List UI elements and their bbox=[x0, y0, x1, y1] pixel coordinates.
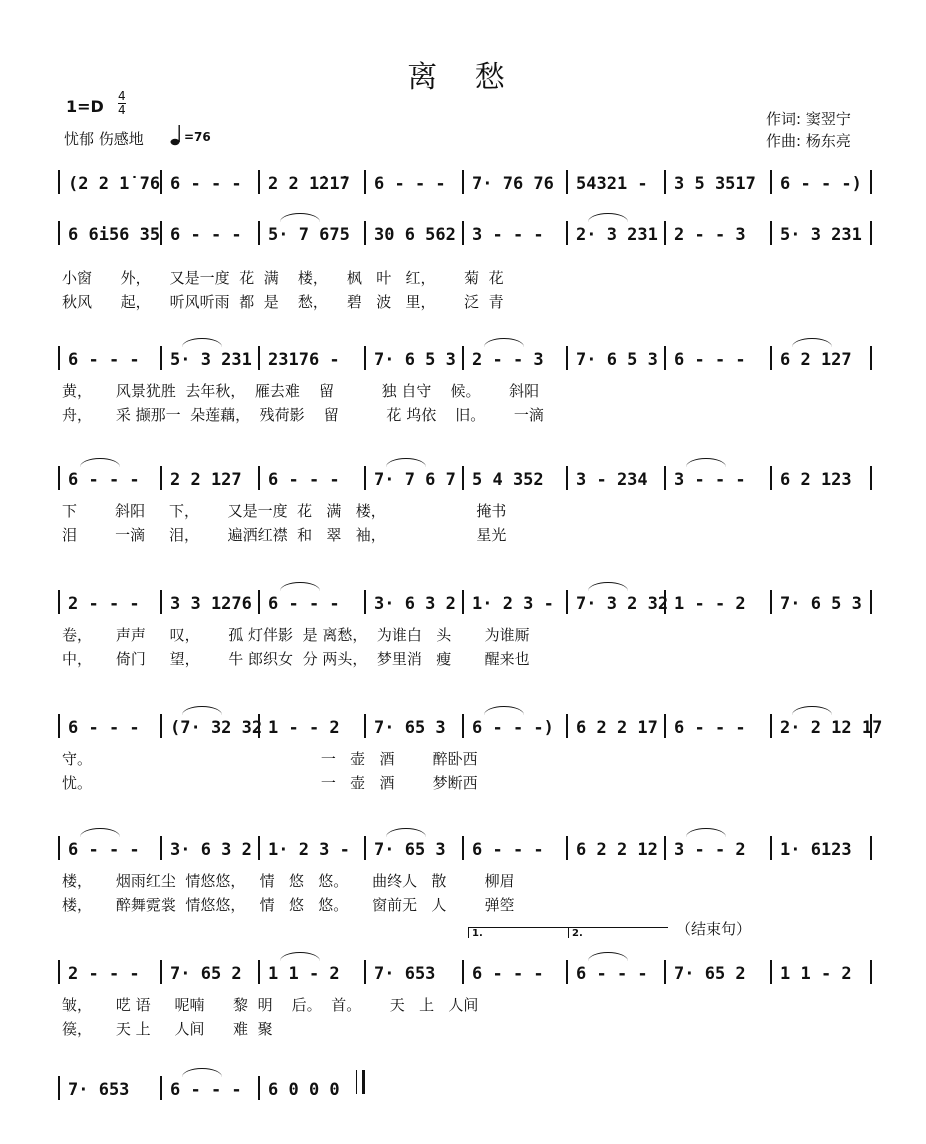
measure: 1 1 - 2 bbox=[780, 964, 852, 984]
barline bbox=[870, 466, 872, 490]
measure: 7· 653 bbox=[374, 964, 436, 984]
lyric-line: 皱， 呓 语 呢喃 黎 明 后。 首。 天 上 人间 bbox=[62, 996, 479, 1014]
slur bbox=[588, 952, 628, 961]
barline bbox=[160, 170, 162, 194]
staff-system bbox=[58, 338, 870, 384]
barline bbox=[566, 170, 568, 194]
slur bbox=[484, 706, 524, 715]
barline bbox=[770, 221, 772, 245]
barline bbox=[664, 170, 666, 194]
staff-system bbox=[58, 952, 870, 998]
measure: 6 2 2 12 bbox=[576, 840, 658, 860]
measure: 6 2 2 17 bbox=[576, 718, 658, 738]
measure: 7· 6 5 3 bbox=[374, 350, 456, 370]
barline bbox=[58, 960, 60, 984]
barline bbox=[664, 466, 666, 490]
barline bbox=[364, 466, 366, 490]
barline bbox=[462, 466, 464, 490]
measure: 3 - 234 bbox=[576, 470, 648, 490]
measure: 6 - - - bbox=[674, 350, 746, 370]
measure: 7· 6 5 3 bbox=[576, 350, 658, 370]
measure: 30 6 562 bbox=[374, 225, 456, 245]
measure: 7· 7 6 7 bbox=[374, 470, 456, 490]
measure: 2 2 127 bbox=[170, 470, 242, 490]
barline bbox=[364, 960, 366, 984]
measure: 3 3 1276 bbox=[170, 594, 252, 614]
measure: 5· 3 231 bbox=[780, 225, 862, 245]
lyric-line: 楼， 烟雨红尘 情悠悠， 情 悠 悠。 曲终人 散 柳眉 bbox=[62, 872, 515, 890]
slur bbox=[484, 338, 524, 347]
barline bbox=[566, 590, 568, 614]
barline bbox=[58, 221, 60, 245]
barline bbox=[364, 714, 366, 738]
barline bbox=[364, 346, 366, 370]
barline bbox=[58, 1076, 60, 1100]
slur bbox=[280, 952, 320, 961]
measure: 2 - - - bbox=[68, 964, 140, 984]
measure: 5 4 352 bbox=[472, 470, 544, 490]
measure: 6 6i56 35 bbox=[68, 225, 161, 245]
lyric-line: 舟， 采 撷那一 朵莲藕， 残荷影 留 花 坞依 旧。 一滴 bbox=[62, 406, 544, 424]
measure: 54321 - bbox=[576, 174, 648, 194]
slur bbox=[280, 213, 320, 222]
barline bbox=[870, 590, 872, 614]
measure: 6 - - - bbox=[268, 594, 340, 614]
lyric-line: 楼， 醉舞霓裳 情悠悠， 情 悠 悠。 窗前无 人 弹箜 bbox=[62, 896, 515, 914]
volta-2: 2. bbox=[568, 927, 668, 938]
barline bbox=[364, 590, 366, 614]
staff-system bbox=[58, 1068, 870, 1114]
barline bbox=[160, 466, 162, 490]
measure: 1· 2 3 - bbox=[268, 840, 350, 860]
barline bbox=[364, 836, 366, 860]
song-title: 离 愁 bbox=[407, 60, 519, 95]
volta-1: 1. bbox=[468, 927, 568, 938]
measure: 6 - - - bbox=[170, 1080, 242, 1100]
measure: 7· 65 2 bbox=[170, 964, 242, 984]
barline bbox=[160, 346, 162, 370]
lyric-line: 中， 倚门 望， 牛 郎织女 分 两头， 梦里消 瘦 醒来也 bbox=[62, 650, 530, 668]
lyric-line: 下 斜阳 下， 又是一度 花 满 楼， 掩书 bbox=[62, 502, 507, 520]
measure: 6 2 123 bbox=[780, 470, 852, 490]
barline bbox=[258, 590, 260, 614]
barline bbox=[870, 221, 872, 245]
barline bbox=[462, 960, 464, 984]
staff-system bbox=[58, 828, 870, 874]
lyric-line: 泪 一滴 泪， 遍洒红襟 和 翠 袖， 星光 bbox=[62, 526, 507, 544]
measure: 7· 65 3 bbox=[374, 718, 446, 738]
barline bbox=[566, 836, 568, 860]
measure: 3· 6 3 2 bbox=[374, 594, 456, 614]
measure: 6 - - - bbox=[68, 350, 140, 370]
measure: 2 - - 3 bbox=[674, 225, 746, 245]
measure: 1· 2 3 - bbox=[472, 594, 554, 614]
measure: 6 - - - bbox=[674, 718, 746, 738]
composer: 作曲: 杨东亮 bbox=[766, 132, 851, 150]
barline bbox=[462, 836, 464, 860]
slur bbox=[386, 458, 426, 467]
barline bbox=[58, 590, 60, 614]
barline bbox=[870, 960, 872, 984]
barline bbox=[258, 1076, 260, 1100]
barline bbox=[58, 714, 60, 738]
measure: 6 - - -) bbox=[780, 174, 862, 194]
barline bbox=[664, 221, 666, 245]
measure: (7· 32 32 bbox=[170, 718, 263, 738]
barline bbox=[364, 170, 366, 194]
slur bbox=[182, 1068, 222, 1077]
measure: 1 1 - 2 bbox=[268, 964, 340, 984]
barline bbox=[258, 960, 260, 984]
barline bbox=[462, 714, 464, 738]
barline bbox=[664, 714, 666, 738]
slur bbox=[80, 458, 120, 467]
barline bbox=[664, 346, 666, 370]
barline bbox=[160, 836, 162, 860]
barline bbox=[58, 836, 60, 860]
barline bbox=[566, 714, 568, 738]
measure: 6 - - - bbox=[374, 174, 446, 194]
slur bbox=[686, 458, 726, 467]
measure: 7· 653 bbox=[68, 1080, 130, 1100]
barline bbox=[770, 960, 772, 984]
barline bbox=[258, 221, 260, 245]
measure: 6 - - - bbox=[68, 840, 140, 860]
barline bbox=[664, 960, 666, 984]
measure: 7· 65 2 bbox=[674, 964, 746, 984]
barline bbox=[160, 1076, 162, 1100]
barline bbox=[462, 221, 464, 245]
measure: 2· 3 231 bbox=[576, 225, 658, 245]
measure: 6 0 0 0 bbox=[268, 1080, 340, 1100]
measure: 2 - - - bbox=[68, 594, 140, 614]
slur bbox=[80, 828, 120, 837]
measure: 7· 76 76 bbox=[472, 174, 554, 194]
staff-system bbox=[58, 213, 870, 259]
barline bbox=[770, 170, 772, 194]
measure: (2 2 1̇ 76 bbox=[68, 174, 161, 194]
slur bbox=[182, 706, 222, 715]
barline bbox=[462, 170, 464, 194]
barline bbox=[870, 170, 872, 194]
measure: 6 - - - bbox=[576, 964, 648, 984]
key-signature: 1=D bbox=[66, 97, 104, 116]
slur bbox=[686, 828, 726, 837]
barline bbox=[58, 466, 60, 490]
barline bbox=[566, 960, 568, 984]
lyricist: 作词: 窦翌宁 bbox=[766, 110, 851, 128]
measure: 2 - - 3 bbox=[472, 350, 544, 370]
measure: 3 - - - bbox=[674, 470, 746, 490]
barline bbox=[258, 836, 260, 860]
barline bbox=[258, 466, 260, 490]
measure: 23176 - bbox=[268, 350, 340, 370]
barline bbox=[770, 590, 772, 614]
slur bbox=[182, 338, 222, 347]
barline bbox=[770, 346, 772, 370]
barline bbox=[258, 170, 260, 194]
measure: 6 - - - bbox=[170, 225, 242, 245]
slur bbox=[792, 706, 832, 715]
barline bbox=[566, 466, 568, 490]
lyric-line: 黄， 风景犹胜 去年秋， 雁去难 留 独 自守 候。 斜阳 bbox=[62, 382, 540, 400]
measure: 3 - - 2 bbox=[674, 840, 746, 860]
measure: 6 - - -) bbox=[472, 718, 554, 738]
measure: 7· 6 5 3 bbox=[780, 594, 862, 614]
measure: 7· 3 2 32 bbox=[576, 594, 669, 614]
slur bbox=[588, 213, 628, 222]
lyric-line: 小窗 外， 又是一度 花 满 楼， 枫 叶 红， 菊 花 bbox=[62, 269, 504, 287]
measure: 2· 2 12 17 bbox=[780, 718, 883, 738]
slur bbox=[588, 582, 628, 591]
time-signature: 4 4 bbox=[118, 89, 126, 117]
final-barline bbox=[356, 1070, 365, 1094]
barline bbox=[664, 836, 666, 860]
measure: 7· 65 3 bbox=[374, 840, 446, 860]
barline bbox=[160, 221, 162, 245]
staff-system bbox=[58, 706, 883, 752]
barline bbox=[770, 836, 772, 860]
tempo-text: 忧郁 伤感地 bbox=[64, 130, 144, 148]
lyric-line: 卷， 声声 叹， 孤 灯伴影 是 离愁， 为谁白 头 为谁厮 bbox=[62, 626, 530, 644]
barline bbox=[566, 346, 568, 370]
barline bbox=[462, 590, 464, 614]
measure: 3 - - - bbox=[472, 225, 544, 245]
barline bbox=[160, 960, 162, 984]
lyric-line: 守。 一 壶 酒 醉卧西 bbox=[62, 750, 478, 768]
tempo-value: =76 bbox=[184, 130, 211, 144]
measure: 6 - - - bbox=[472, 840, 544, 860]
measure: 6 - - - bbox=[68, 470, 140, 490]
measure: 6 - - - bbox=[472, 964, 544, 984]
measure: 6 2 127 bbox=[780, 350, 852, 370]
staff-system bbox=[58, 458, 870, 504]
lyric-line: 篌， 天 上 人间 难 聚 bbox=[62, 1020, 273, 1038]
barline bbox=[870, 346, 872, 370]
slur bbox=[280, 582, 320, 591]
slur bbox=[792, 338, 832, 347]
measure: 5· 3 231 bbox=[170, 350, 252, 370]
barline bbox=[462, 346, 464, 370]
lyric-line: 忧。 一 壶 酒 梦断西 bbox=[62, 774, 478, 792]
measure: 5· 7 675 bbox=[268, 225, 350, 245]
barline bbox=[160, 590, 162, 614]
quarter-note-icon bbox=[170, 124, 182, 146]
barline bbox=[58, 346, 60, 370]
measure: 3 5 3517 bbox=[674, 174, 756, 194]
measure: 1 - - 2 bbox=[674, 594, 746, 614]
barline bbox=[566, 221, 568, 245]
ending-label: （结束句） bbox=[676, 920, 752, 938]
measure: 6 - - - bbox=[268, 470, 340, 490]
staff-system bbox=[58, 162, 870, 208]
slur bbox=[386, 828, 426, 837]
measure: 1· 6123 bbox=[780, 840, 852, 860]
staff-system bbox=[58, 582, 870, 628]
measure: 6 - - - bbox=[170, 174, 242, 194]
barline bbox=[364, 221, 366, 245]
barline bbox=[770, 714, 772, 738]
barline bbox=[160, 714, 162, 738]
measure: 6 - - - bbox=[68, 718, 140, 738]
lyric-line: 秋风 起， 听风听雨 都 是 愁， 碧 波 里， 泛 青 bbox=[62, 293, 504, 311]
barline bbox=[770, 466, 772, 490]
barline bbox=[58, 170, 60, 194]
measure: 1 - - 2 bbox=[268, 718, 340, 738]
barline bbox=[870, 836, 872, 860]
measure: 2 2 1̇21̇7 bbox=[268, 174, 350, 194]
barline bbox=[258, 346, 260, 370]
measure: 3· 6 3 2 bbox=[170, 840, 252, 860]
